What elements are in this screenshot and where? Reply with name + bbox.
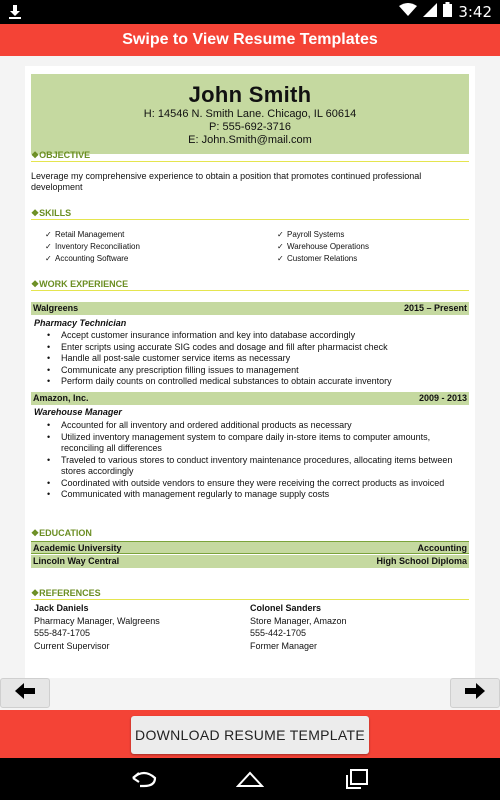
reference-card xyxy=(34,602,160,652)
check-icon: ✓ xyxy=(45,230,52,239)
duty-item: • Accept customer insurance information and key into database accordingly xyxy=(47,330,467,342)
resume-address: H: 14546 N. Smith Lane. Chicago, IL 60614 xyxy=(143,108,357,120)
objective-heading-text: ❖OBJECTIVE xyxy=(31,150,91,160)
resume-name: John Smith xyxy=(188,82,312,107)
skill-item xyxy=(277,242,369,251)
arrow-right-icon xyxy=(465,683,485,704)
resume-template-preview[interactable] xyxy=(25,66,475,678)
education-field: Accounting xyxy=(417,543,467,553)
next-template-button[interactable] xyxy=(450,678,500,708)
job-title: Warehouse Manager xyxy=(34,407,122,417)
section-divider xyxy=(31,290,469,291)
system-navigation-bar xyxy=(0,758,500,800)
check-icon: ✓ xyxy=(277,230,284,239)
reference-role: Pharmacy Manager, Walgreens xyxy=(34,615,160,626)
section-divider xyxy=(31,599,469,600)
references-heading xyxy=(31,588,469,599)
objective-heading xyxy=(31,150,469,161)
resume-phone: P: 555-692-3716 xyxy=(209,121,291,133)
job-header xyxy=(31,302,469,315)
education-row xyxy=(31,555,469,568)
duty-item: • Handle all post-sale customer service items as necessary xyxy=(47,353,467,365)
skills-heading xyxy=(31,208,469,219)
download-resume-template-button[interactable] xyxy=(131,716,369,754)
arrow-left-icon xyxy=(15,683,35,704)
check-icon: ✓ xyxy=(45,242,52,251)
job-dates: 2009 - 2013 xyxy=(418,393,467,403)
signal-icon xyxy=(423,3,437,22)
references-heading-text: ❖REFERENCES xyxy=(31,588,101,598)
download-icon xyxy=(8,3,22,21)
duty-item: • Traveled to various stores to conduct inventory maintenance procedures, allocating items between stores accordingly xyxy=(47,455,467,478)
education-school: Lincoln Way Central xyxy=(33,556,120,566)
education-heading-text: ❖EDUCATION xyxy=(31,528,92,538)
wifi-icon xyxy=(399,3,417,22)
resume-header xyxy=(31,74,469,154)
check-icon: ✓ xyxy=(277,242,284,251)
skill-label: Accounting Software xyxy=(55,254,129,263)
education-field: High School Diploma xyxy=(376,556,467,566)
skill-label: Payroll Systems xyxy=(287,230,345,239)
skill-label: Retail Management xyxy=(55,230,125,239)
duty-item: • Coordinated with outside vendors to ensure they were receiving the correct products as invoiced xyxy=(47,478,467,490)
job-duties xyxy=(47,330,467,388)
skills-heading-text: ❖SKILLS xyxy=(31,208,72,218)
skill-item xyxy=(45,254,128,263)
check-icon: ✓ xyxy=(45,254,52,263)
education-school: Academic University xyxy=(33,543,122,553)
resume-email: E: John.Smith@mail.com xyxy=(188,134,312,146)
reference-phone: 555-442-1705 xyxy=(250,628,307,638)
home-icon[interactable] xyxy=(235,766,265,792)
reference-name: Jack Daniels xyxy=(34,603,89,613)
status-bar xyxy=(0,0,500,24)
duty-item: • Utilized inventory management system to compare daily in-store items to computer amounts, reconciling all differences xyxy=(47,432,467,455)
previous-template-button[interactable] xyxy=(0,678,50,708)
skill-item xyxy=(277,230,344,239)
skill-item xyxy=(45,230,124,239)
back-icon[interactable] xyxy=(129,766,159,792)
job-header xyxy=(31,392,469,405)
job-title: Pharmacy Technician xyxy=(34,318,127,328)
work-heading-text: ❖WORK EXPERIENCE xyxy=(31,279,129,289)
skill-label: Warehouse Operations xyxy=(287,242,369,251)
duty-item: • Accounted for all inventory and ordered additional products as necessary xyxy=(47,420,467,432)
recent-apps-icon[interactable] xyxy=(341,766,371,792)
reference-name: Colonel Sanders xyxy=(250,603,322,613)
job-duties xyxy=(47,420,467,501)
skill-item xyxy=(277,254,357,263)
work-experience-heading xyxy=(31,279,469,290)
clock: 3:42 xyxy=(458,3,492,21)
education-heading xyxy=(31,528,469,539)
duty-item: • Communicated with management regularly to manage supply costs xyxy=(47,489,467,501)
duty-item: • Perform daily counts on controlled medical substances to obtain accurate inventory xyxy=(47,376,467,388)
skill-label: Customer Relations xyxy=(287,254,358,263)
education-row xyxy=(31,541,469,554)
skill-label: Inventory Reconciliation xyxy=(55,242,140,251)
reference-card xyxy=(250,602,347,652)
reference-phone: 555-847-1705 xyxy=(34,628,91,638)
duty-item: • Communicate any prescription filling issues to management xyxy=(47,365,467,377)
skill-item xyxy=(45,242,140,251)
reference-relation: Current Supervisor xyxy=(34,640,110,651)
app-title-bar xyxy=(0,24,500,56)
objective-text: Leverage my comprehensive experience to obtain a position that promotes continued professional development xyxy=(31,171,422,192)
duty-item: • Enter scripts using accurate SIG codes and dosage and fill after pharmacist check xyxy=(47,342,467,354)
job-company: Walgreens xyxy=(33,303,79,313)
reference-role: Store Manager, Amazon xyxy=(250,615,347,626)
job-company: Amazon, Inc. xyxy=(33,393,89,403)
app-title: Swipe to View Resume Templates xyxy=(122,31,378,48)
section-divider xyxy=(31,161,469,162)
battery-icon xyxy=(443,2,452,22)
check-icon: ✓ xyxy=(277,254,284,263)
job-dates: 2015 – Present xyxy=(403,303,467,313)
reference-relation: Former Manager xyxy=(250,640,318,651)
section-divider xyxy=(31,219,469,220)
download-button-label: DOWNLOAD RESUME TEMPLATE xyxy=(135,727,365,743)
